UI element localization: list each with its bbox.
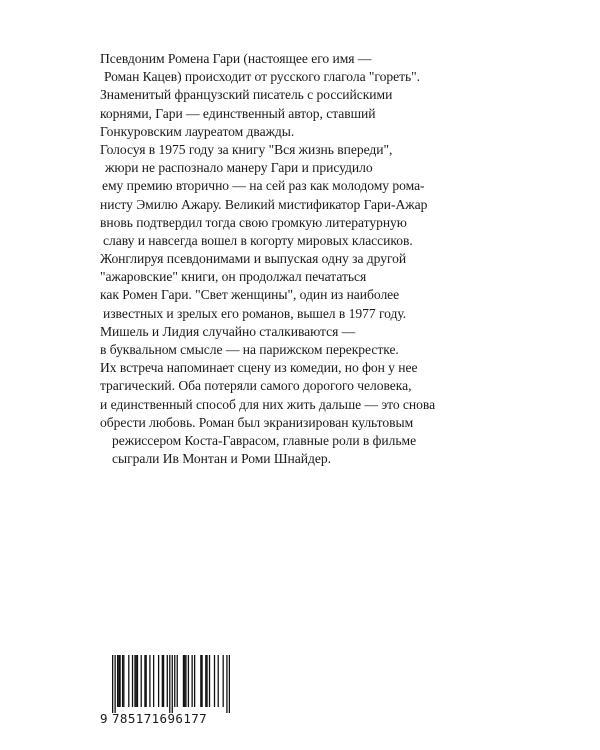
annotation-line: Их встреча напоминает сцену из комедии, но фон у нее	[100, 360, 418, 376]
barcode-bar	[200, 655, 201, 707]
annotation-line: трагический. Оба потеряли самого дорогого человека,	[100, 378, 412, 394]
annotation-line: ему премию вторично — на сей раз как молодому рома-	[102, 178, 425, 194]
barcode-bar	[137, 655, 138, 707]
book-annotation-text	[100, 50, 530, 468]
barcode-bar	[146, 655, 147, 707]
annotation-line: "ажаровские" книги, он продолжал печататься	[100, 269, 367, 285]
annotation-line: Голосуя в 1975 году за книгу "Вся жизнь впереди",	[100, 141, 393, 157]
barcode-bar	[177, 655, 178, 707]
barcode-bar	[114, 655, 115, 713]
barcode-bar	[174, 655, 175, 707]
barcode-bar	[169, 655, 170, 713]
barcode-bar	[184, 655, 185, 707]
barcode-bar	[229, 655, 230, 713]
annotation-line: известных и зрелых его романов, вышел в 1977 году.	[103, 305, 407, 321]
barcode-bar	[194, 655, 195, 707]
barcode-bar	[206, 655, 207, 707]
barcode-bar	[117, 655, 118, 707]
barcode-bar	[162, 655, 163, 707]
barcode-bar	[183, 655, 184, 707]
annotation-line: нисту Эмилю Ажару. Великий мистификатор Гари-Ажар	[100, 196, 428, 212]
barcode-number	[100, 712, 230, 726]
annotation-line: сыграли Ив Монтан и Роми Шнайдер.	[112, 451, 331, 467]
barcode-bar	[122, 655, 123, 707]
barcode-bar	[201, 655, 202, 707]
barcode-bar	[123, 655, 124, 707]
barcode-rest-digits: 785171696177	[112, 711, 208, 726]
annotation-line: в буквальном смысле — на парижском перекрестке.	[100, 342, 399, 357]
barcode-bar	[188, 655, 189, 707]
annotation-line: Знаменитый французский писатель с российскими	[100, 87, 393, 103]
annotation-line: Мишель и Лидия случайно сталкиваются —	[100, 323, 356, 339]
barcode-bar	[158, 655, 159, 707]
isbn-barcode	[100, 655, 230, 725]
barcode-bar	[153, 655, 154, 707]
annotation-line: и единственный способ для них жить дальше — это снова	[100, 396, 436, 412]
barcode-bar	[205, 655, 206, 707]
annotation-line: обрести любовь. Роман был экранизирован культовым	[100, 414, 414, 430]
barcode-bar	[136, 655, 137, 707]
barcode-bar	[118, 655, 119, 707]
barcode-bar	[226, 655, 227, 713]
barcode-bar	[144, 655, 145, 707]
barcode-bar	[134, 655, 135, 707]
annotation-line: Псевдоним Ромена Гари (настоящее его имя —	[100, 51, 372, 66]
annotation-line: режиссером Коста-Гаврасом, главные роли в фильме	[112, 432, 417, 448]
barcode-bars	[100, 655, 230, 713]
annotation-line: Гонкуровским лауреатом дважды.	[100, 123, 295, 139]
annotation-line: вновь подтвердил тогда свою громкую литературную	[100, 214, 407, 230]
barcode-bar	[223, 655, 224, 707]
barcode-bar	[218, 655, 219, 707]
barcode-bar	[191, 655, 192, 707]
annotation-line: жюри не распознало манеру Гари и присудило	[105, 160, 373, 176]
barcode-bar	[141, 655, 142, 707]
annotation-line: Жонглируя псевдонимами и выпуская одну за другой	[100, 251, 407, 267]
annotation-line: славу и навсегда вошел в когорту мировых классиков.	[103, 232, 413, 248]
annotation-line: корнями, Гари — единственный автор, ставший	[100, 105, 376, 121]
barcode-bar	[163, 655, 164, 707]
barcode-bar	[172, 655, 173, 713]
barcode-first-digit: 9	[100, 711, 108, 726]
annotation-line: как Ромен Гари. "Свет женщины", один из наиболее	[100, 287, 400, 303]
barcode-bar	[214, 655, 215, 707]
barcode-bar	[167, 655, 168, 707]
barcode-bar	[112, 655, 113, 713]
barcode-bar	[185, 655, 186, 707]
barcode-bar	[209, 655, 210, 707]
barcode-bar	[132, 655, 133, 707]
barcode-bar	[119, 655, 120, 707]
barcode-bar	[128, 655, 129, 707]
barcode-bar	[149, 655, 150, 707]
annotation-line: Роман Кацев) происходит от русского глагола "гореть".	[104, 69, 420, 85]
